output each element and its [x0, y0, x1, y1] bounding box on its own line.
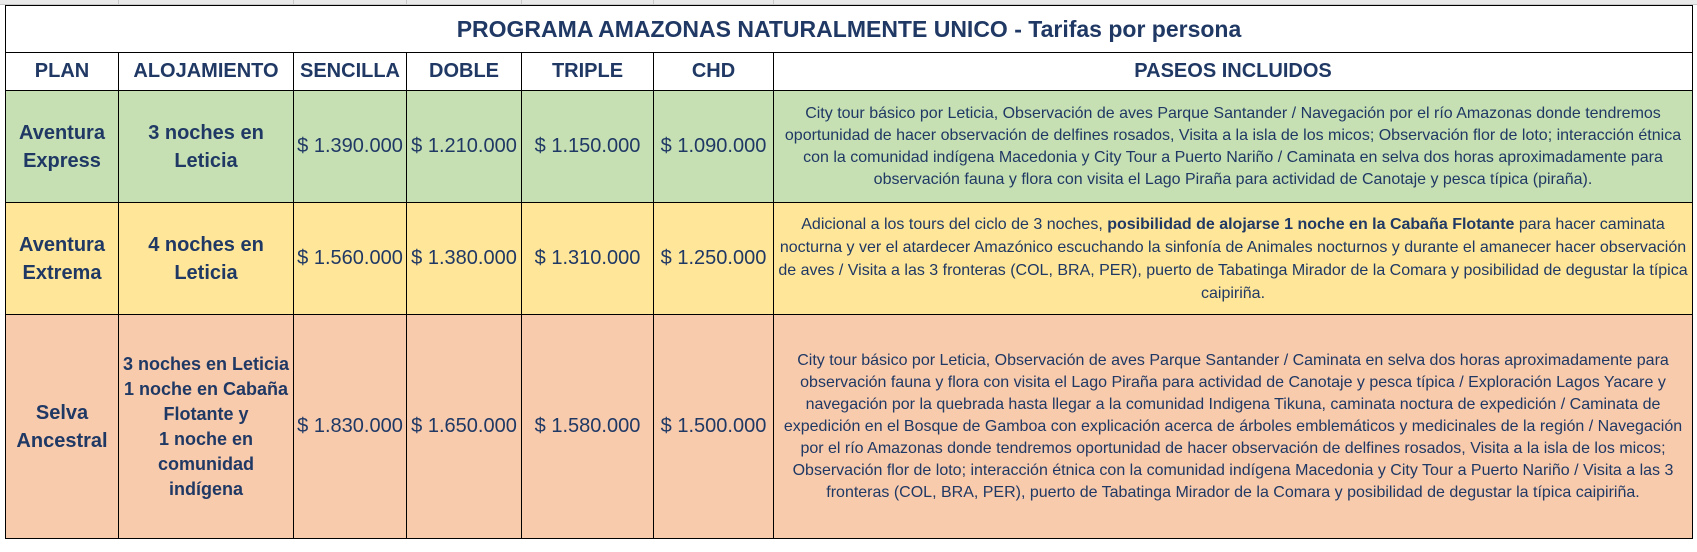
alojamiento-line: indígena: [168, 478, 243, 499]
plan-cell[interactable]: [6, 203, 119, 315]
price-triple-cell[interactable]: $ 1.150.000: [522, 91, 654, 203]
price-chd-cell[interactable]: $ 1.250.000: [654, 203, 774, 315]
price-triple-cell[interactable]: $ 1.580.000: [522, 315, 654, 539]
alojamiento-cell[interactable]: [119, 203, 294, 315]
table-row-aventura-extrema: [6, 203, 1693, 315]
header-chd[interactable]: CHD: [654, 53, 774, 91]
column-divider: [521, 0, 522, 4]
plan-name-line: Selva: [35, 401, 89, 424]
header-alojamiento[interactable]: ALOJAMIENTO: [119, 53, 294, 91]
plan-name-line: Aventura: [19, 121, 105, 144]
alojamiento-line: Leticia: [174, 261, 238, 284]
plan-name-line: Aventura: [19, 233, 105, 256]
header-sencilla[interactable]: SENCILLA: [294, 53, 407, 91]
column-divider: [293, 0, 294, 4]
price-doble-cell[interactable]: $ 1.650.000: [407, 315, 522, 539]
paseos-cell[interactable]: City tour básico por Leticia, Observación de aves Parque Santander / Caminata en selva dos horas aproximadamente para observación fauna y flora con visita el Lago Piraña para actividad de Canotaje y pesca típica / Exploración Lagos Yacare y navegación por la quebrada hasta llegar a la comunidad Indigena Tikuna, caminata noctura de expedición / Caminata de expedición en el Bosque de Gamboa con explicación acerca de árboles emblemáticos y medicinales de la región / Navegación por el río Amazonas donde tendremos oportunidad de hacer observación de delfines rosados, Visita a la isla de los micos; Observación flor de loto; interacción étnica con la comunidad indígena Macedonia y City Tour a Puerto Nariño / Visita a las 3 fronteras (COL, BRA, PER), puerto de Tabatinga Mirador de la Comara y posibilidad de degustar la típica caipiriña.: [774, 315, 1693, 539]
price-doble-cell[interactable]: $ 1.210.000: [407, 91, 522, 203]
alojamiento-line: Leticia: [174, 149, 238, 172]
header-plan[interactable]: PLAN: [6, 53, 119, 91]
table-row-aventura-express: [6, 91, 1693, 203]
alojamiento-cell[interactable]: [119, 315, 294, 539]
plan-cell[interactable]: [6, 315, 119, 539]
price-chd-cell[interactable]: $ 1.500.000: [654, 315, 774, 539]
column-divider: [773, 0, 774, 4]
header-paseos[interactable]: PASEOS INCLUIDOS: [774, 53, 1693, 91]
alojamiento-line: 1 noche en Cabaña: [123, 378, 289, 399]
alojamiento-line: 1 noche en: [158, 428, 254, 449]
header-row: [6, 53, 1693, 91]
plan-name-line: Ancestral: [16, 429, 108, 452]
column-divider: [406, 0, 407, 4]
plan-name-line: Express: [23, 149, 101, 172]
price-sencilla-cell[interactable]: $ 1.560.000: [294, 203, 407, 315]
header-doble[interactable]: DOBLE: [407, 53, 522, 91]
price-triple-cell[interactable]: $ 1.310.000: [522, 203, 654, 315]
paseos-text-intro: Adicional a los tours del ciclo de 3 noches,: [801, 215, 1108, 233]
rates-table: [5, 5, 1693, 539]
alojamiento-cell[interactable]: [119, 91, 294, 203]
paseos-text-highlight: posibilidad de alojarse 1 noche en la Cabaña Flotante: [1107, 215, 1515, 233]
paseos-text-rest: para hacer caminata nocturna y ver el atardecer Amazónico escuchando la sinfonía de Animales nocturnos y durante el amanecer hacer observación de aves / Visita a las 3 fronteras (COL, BRA, PER), puerto de Tabatinga Mirador de la Comara y posibilidad de degustar la típica caipiriña.: [778, 215, 1688, 302]
price-sencilla-cell[interactable]: $ 1.830.000: [294, 315, 407, 539]
price-sencilla-cell[interactable]: $ 1.390.000: [294, 91, 407, 203]
table-title[interactable]: PROGRAMA AMAZONAS NATURALMENTE UNICO - Tarifas por persona: [6, 6, 1693, 53]
plan-cell[interactable]: [6, 91, 119, 203]
alojamiento-line: 4 noches en: [148, 233, 264, 256]
column-divider: [118, 0, 119, 4]
price-doble-cell[interactable]: $ 1.380.000: [407, 203, 522, 315]
alojamiento-line: comunidad: [157, 453, 254, 474]
paseos-cell[interactable]: City tour básico por Leticia, Observación de aves Parque Santander / Navegación por el río Amazonas donde tendremos oportunidad de hacer observación de delfines rosados, Visita a la isla de los micos; Observación flor de loto; interacción étnica con la comunidad indígena Macedonia y City Tour a Puerto Nariño / Caminata en selva dos horas aproximadamente para observación fauna y flora con visita el Lago Piraña para actividad de Canotaje y pesca típica (piraña).: [774, 91, 1693, 203]
price-chd-cell[interactable]: $ 1.090.000: [654, 91, 774, 203]
alojamiento-line: 3 noches en Leticia: [122, 353, 290, 374]
column-divider: [653, 0, 654, 4]
header-triple[interactable]: TRIPLE: [522, 53, 654, 91]
table-row-selva-ancestral: [6, 315, 1693, 539]
alojamiento-line: Flotante y: [163, 403, 249, 424]
plan-name-line: Extrema: [22, 261, 102, 284]
paseos-cell[interactable]: [774, 203, 1693, 315]
alojamiento-line: 3 noches en: [148, 121, 264, 144]
